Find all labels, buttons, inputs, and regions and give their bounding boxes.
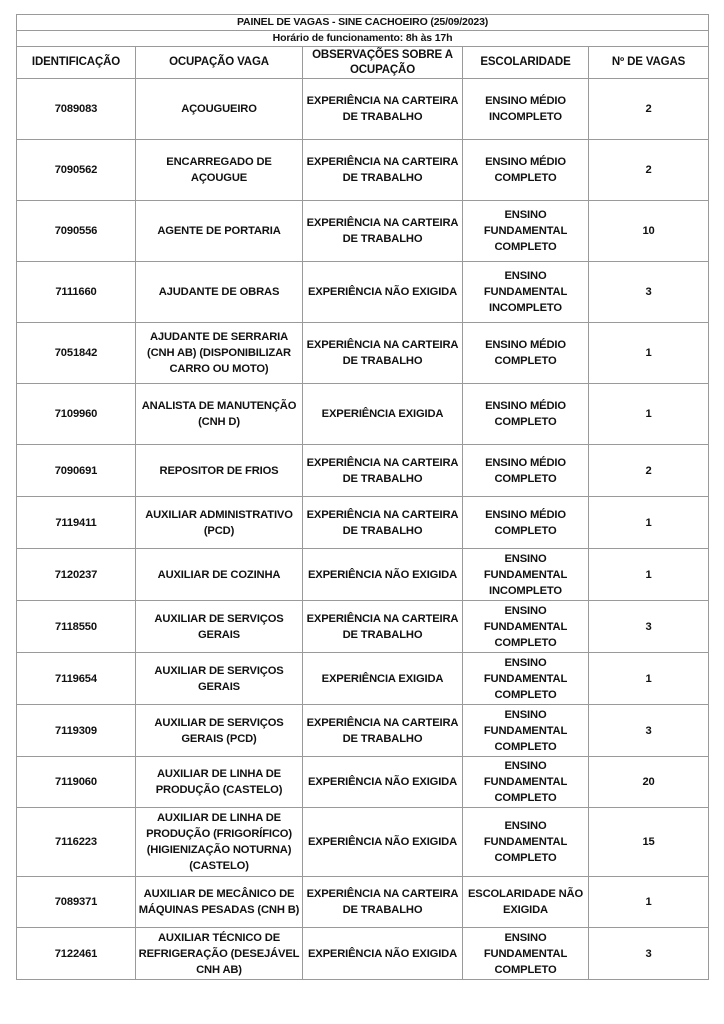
cell-occupation: AUXILIAR DE COZINHA (136, 549, 303, 601)
cell-id: 7090562 (17, 140, 136, 201)
cell-occupation: AUXILIAR DE SERVIÇOS GERAIS (136, 653, 303, 705)
cell-observations: EXPERIÊNCIA NA CARTEIRA DE TRABALHO (303, 323, 463, 384)
table-body (17, 79, 709, 980)
cell-id: 7090556 (17, 201, 136, 262)
cell-observations: EXPERIÊNCIA NÃO EXIGIDA (303, 757, 463, 808)
cell-education: ENSINO FUNDAMENTAL COMPLETO (463, 201, 589, 262)
cell-occupation: AUXILIAR ADMINISTRATIVO (PCD) (136, 497, 303, 549)
cell-occupation: AUXILIAR DE LINHA DE PRODUÇÃO (CASTELO) (136, 757, 303, 808)
cell-observations: EXPERIÊNCIA NÃO EXIGIDA (303, 262, 463, 323)
title-row (17, 15, 709, 31)
table-row (17, 808, 709, 877)
cell-occupation: AÇOUGUEIRO (136, 79, 303, 140)
column-header-education: ESCOLARIDADE (463, 47, 589, 79)
table-row (17, 262, 709, 323)
cell-vacancies: 3 (589, 601, 709, 653)
cell-id: 7119309 (17, 705, 136, 757)
cell-education: ENSINO MÉDIO COMPLETO (463, 323, 589, 384)
cell-id: 7090691 (17, 445, 136, 497)
cell-id: 7122461 (17, 928, 136, 980)
table-row (17, 384, 709, 445)
cell-observations: EXPERIÊNCIA NÃO EXIGIDA (303, 928, 463, 980)
cell-vacancies: 2 (589, 140, 709, 201)
cell-education: ENSINO FUNDAMENTAL INCOMPLETO (463, 549, 589, 601)
cell-observations: EXPERIÊNCIA NA CARTEIRA DE TRABALHO (303, 201, 463, 262)
opening-hours: Horário de funcionamento: 8h às 17h (17, 31, 709, 47)
cell-observations: EXPERIÊNCIA NA CARTEIRA DE TRABALHO (303, 601, 463, 653)
cell-vacancies: 1 (589, 653, 709, 705)
table-row (17, 140, 709, 201)
table-row (17, 757, 709, 808)
cell-vacancies: 1 (589, 877, 709, 928)
cell-education: ENSINO MÉDIO COMPLETO (463, 445, 589, 497)
cell-vacancies: 3 (589, 705, 709, 757)
cell-vacancies: 3 (589, 262, 709, 323)
cell-id: 7119411 (17, 497, 136, 549)
column-header-occupation: OCUPAÇÃO VAGA (136, 47, 303, 79)
cell-id: 7089083 (17, 79, 136, 140)
cell-occupation: REPOSITOR DE FRIOS (136, 445, 303, 497)
cell-vacancies: 1 (589, 497, 709, 549)
cell-vacancies: 15 (589, 808, 709, 877)
column-header-observations: OBSERVAÇÕES SOBRE A OCUPAÇÃO (303, 47, 463, 79)
table-row (17, 601, 709, 653)
cell-occupation: AUXILIAR DE MECÂNICO DE MÁQUINAS PESADAS (CNH B) (136, 877, 303, 928)
table-row (17, 497, 709, 549)
cell-id: 7119060 (17, 757, 136, 808)
cell-occupation: AJUDANTE DE SERRARIA (CNH AB) (DISPONIBILIZAR CARRO OU MOTO) (136, 323, 303, 384)
cell-education: ENSINO FUNDAMENTAL COMPLETO (463, 705, 589, 757)
cell-education: ESCOLARIDADE NÃO EXIGIDA (463, 877, 589, 928)
cell-vacancies: 10 (589, 201, 709, 262)
cell-vacancies: 1 (589, 549, 709, 601)
cell-education: ENSINO FUNDAMENTAL INCOMPLETO (463, 262, 589, 323)
cell-education: ENSINO FUNDAMENTAL COMPLETO (463, 653, 589, 705)
cell-education: ENSINO MÉDIO INCOMPLETO (463, 79, 589, 140)
column-header-vacancies: Nº DE VAGAS (589, 47, 709, 79)
cell-occupation: AUXILIAR TÉCNICO DE REFRIGERAÇÃO (DESEJÁVEL CNH AB) (136, 928, 303, 980)
cell-id: 7109960 (17, 384, 136, 445)
job-vacancies-table (16, 14, 709, 980)
cell-vacancies: 2 (589, 79, 709, 140)
cell-id: 7119654 (17, 653, 136, 705)
table-row (17, 79, 709, 140)
cell-education: ENSINO MÉDIO COMPLETO (463, 140, 589, 201)
cell-vacancies: 1 (589, 384, 709, 445)
table-row (17, 201, 709, 262)
cell-observations: EXPERIÊNCIA NA CARTEIRA DE TRABALHO (303, 497, 463, 549)
cell-id: 7089371 (17, 877, 136, 928)
cell-occupation: AUXILIAR DE SERVIÇOS GERAIS (PCD) (136, 705, 303, 757)
cell-occupation: ENCARREGADO DE AÇOUGUE (136, 140, 303, 201)
cell-education: ENSINO FUNDAMENTAL COMPLETO (463, 808, 589, 877)
cell-education: ENSINO MÉDIO COMPLETO (463, 497, 589, 549)
table-row (17, 445, 709, 497)
cell-observations: EXPERIÊNCIA NA CARTEIRA DE TRABALHO (303, 445, 463, 497)
table-row (17, 705, 709, 757)
header-row (17, 47, 709, 79)
cell-education: ENSINO MÉDIO COMPLETO (463, 384, 589, 445)
cell-observations: EXPERIÊNCIA EXIGIDA (303, 384, 463, 445)
cell-observations: EXPERIÊNCIA NÃO EXIGIDA (303, 808, 463, 877)
cell-observations: EXPERIÊNCIA NA CARTEIRA DE TRABALHO (303, 79, 463, 140)
cell-occupation: AGENTE DE PORTARIA (136, 201, 303, 262)
cell-observations: EXPERIÊNCIA NA CARTEIRA DE TRABALHO (303, 877, 463, 928)
cell-id: 7120237 (17, 549, 136, 601)
column-header-id: IDENTIFICAÇÃO (17, 47, 136, 79)
cell-vacancies: 1 (589, 323, 709, 384)
table-row (17, 549, 709, 601)
cell-id: 7118550 (17, 601, 136, 653)
cell-occupation: AUXILIAR DE LINHA DE PRODUÇÃO (FRIGORÍFICO) (HIGIENIZAÇÃO NOTURNA) (CASTELO) (136, 808, 303, 877)
cell-id: 7116223 (17, 808, 136, 877)
table-row (17, 323, 709, 384)
cell-vacancies: 2 (589, 445, 709, 497)
cell-id: 7111660 (17, 262, 136, 323)
table-row (17, 653, 709, 705)
cell-education: ENSINO FUNDAMENTAL COMPLETO (463, 601, 589, 653)
cell-observations: EXPERIÊNCIA NA CARTEIRA DE TRABALHO (303, 140, 463, 201)
table-row (17, 928, 709, 980)
cell-occupation: ANALISTA DE MANUTENÇÃO (CNH D) (136, 384, 303, 445)
cell-occupation: AJUDANTE DE OBRAS (136, 262, 303, 323)
table-row (17, 877, 709, 928)
cell-education: ENSINO FUNDAMENTAL COMPLETO (463, 757, 589, 808)
document-title: PAINEL DE VAGAS - SINE CACHOEIRO (25/09/2023) (17, 15, 709, 31)
cell-observations: EXPERIÊNCIA EXIGIDA (303, 653, 463, 705)
hours-row (17, 31, 709, 47)
cell-education: ENSINO FUNDAMENTAL COMPLETO (463, 928, 589, 980)
cell-occupation: AUXILIAR DE SERVIÇOS GERAIS (136, 601, 303, 653)
cell-id: 7051842 (17, 323, 136, 384)
cell-observations: EXPERIÊNCIA NÃO EXIGIDA (303, 549, 463, 601)
cell-vacancies: 20 (589, 757, 709, 808)
cell-observations: EXPERIÊNCIA NA CARTEIRA DE TRABALHO (303, 705, 463, 757)
cell-vacancies: 3 (589, 928, 709, 980)
